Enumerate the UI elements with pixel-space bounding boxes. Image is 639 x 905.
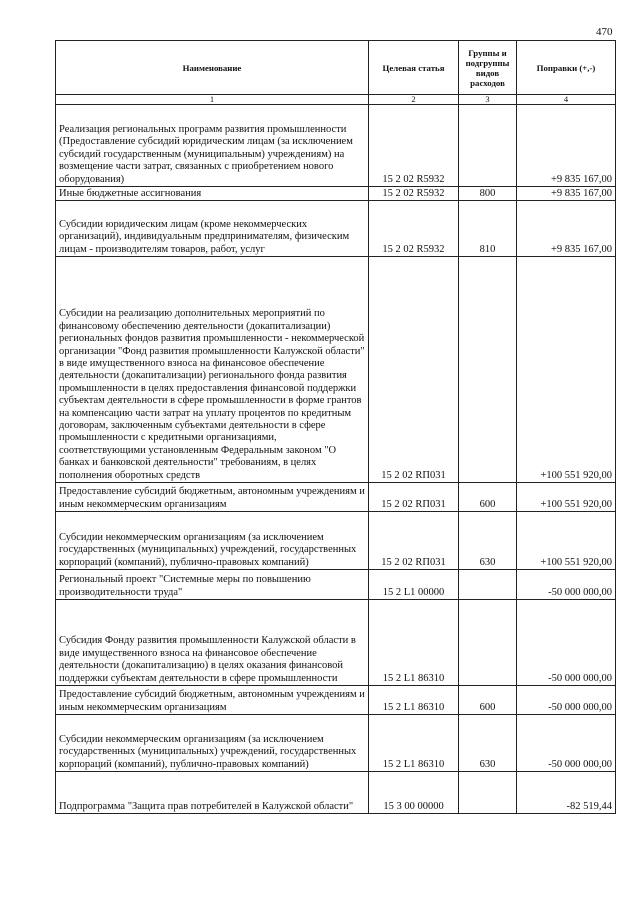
row-amount-cell: -82 519,44 xyxy=(517,772,616,814)
row-amount-cell: -50 000 000,00 xyxy=(517,686,616,715)
row-amount-cell: +9 835 167,00 xyxy=(517,187,616,201)
row-amount-cell: +100 551 920,00 xyxy=(517,512,616,570)
table-row xyxy=(56,772,616,814)
row-name-cell: Субсидии некоммерческим организациям (за исключением государственных (муниципальных) учреждений, государственных корпораций (компаний), публично-правовых компаний) xyxy=(56,715,369,772)
header-code: Целевая статья xyxy=(369,41,459,95)
row-code-cell: 15 2 02 R5932 xyxy=(369,201,459,257)
column-number-row xyxy=(56,95,616,105)
row-group-cell xyxy=(459,772,517,814)
header-amount: Поправки (+,-) xyxy=(517,41,616,95)
row-amount-cell: +9 835 167,00 xyxy=(517,201,616,257)
column-number: 3 xyxy=(459,95,517,105)
row-name-cell: Субсидия Фонду развития промышленности Калужской области в виде имущественного взноса на финансовое обеспечение деятельности (докапитализацию) в целях оказания финансовой поддержки субъектам деятельности в сфере промышленности xyxy=(56,600,369,686)
table-row xyxy=(56,257,616,483)
column-number: 4 xyxy=(517,95,616,105)
table-header-row xyxy=(56,41,616,95)
table-row xyxy=(56,715,616,772)
row-amount-cell: -50 000 000,00 xyxy=(517,715,616,772)
row-group-cell xyxy=(459,105,517,187)
row-amount-cell: +100 551 920,00 xyxy=(517,483,616,512)
table-row xyxy=(56,570,616,600)
row-name-cell: Иные бюджетные ассигнования xyxy=(56,187,369,201)
table-row xyxy=(56,105,616,187)
row-group-cell xyxy=(459,570,517,600)
row-code-cell: 15 2 02 RП031 xyxy=(369,257,459,483)
row-group-cell xyxy=(459,600,517,686)
row-group-cell: 600 xyxy=(459,686,517,715)
row-group-cell: 630 xyxy=(459,715,517,772)
row-name-cell: Субсидии юридическим лицам (кроме некоммерческих организаций), индивидуальным предпринимателям, физическим лицам - производителям товаров, работ, услуг xyxy=(56,201,369,257)
table-row xyxy=(56,512,616,570)
row-amount-cell: +9 835 167,00 xyxy=(517,105,616,187)
row-group-cell xyxy=(459,257,517,483)
row-name-cell: Субсидии некоммерческим организациям (за исключением государственных (муниципальных) учреждений, государственных корпораций (компаний), публично-правовых компаний) xyxy=(56,512,369,570)
row-code-cell: 15 2 02 R5932 xyxy=(369,105,459,187)
row-group-cell: 630 xyxy=(459,512,517,570)
table-row xyxy=(56,201,616,257)
row-code-cell: 15 2 02 RП031 xyxy=(369,512,459,570)
row-code-cell: 15 2 L1 86310 xyxy=(369,715,459,772)
table-row xyxy=(56,686,616,715)
header-name: Наименование xyxy=(56,41,369,95)
row-code-cell: 15 2 L1 86310 xyxy=(369,600,459,686)
page-number: 470 xyxy=(596,26,613,38)
row-group-cell: 800 xyxy=(459,187,517,201)
table-row xyxy=(56,600,616,686)
row-amount-cell: +100 551 920,00 xyxy=(517,257,616,483)
row-name-cell: Предоставление субсидий бюджетным, автономным учреждениям и иным некоммерческим организациям xyxy=(56,686,369,715)
row-code-cell: 15 2 02 RП031 xyxy=(369,483,459,512)
row-code-cell: 15 2 L1 86310 xyxy=(369,686,459,715)
budget-table xyxy=(55,40,616,814)
row-group-cell: 810 xyxy=(459,201,517,257)
row-name-cell: Предоставление субсидий бюджетным, автономным учреждениям и иным некоммерческим организациям xyxy=(56,483,369,512)
column-number: 2 xyxy=(369,95,459,105)
column-number: 1 xyxy=(56,95,369,105)
row-code-cell: 15 3 00 00000 xyxy=(369,772,459,814)
table-row xyxy=(56,483,616,512)
row-name-cell: Подпрограмма "Защита прав потребителей в Калужской области" xyxy=(56,772,369,814)
row-name-cell: Субсидии на реализацию дополнительных мероприятий по финансовому обеспечению деятельности (докапитализации) региональных фондов развития промышленности - некоммерческой организации "Фонд развития промышленности Калужской области" в виде имущественного взноса на финансовое обеспечение деятельности (докапитализации) регионального фонда развития промышленности в целях предоставления финансовой поддержки субъектам деятельности в сфере промышленности в форме грантов на компенсацию части затрат на уплату процентов по кредитным договорам, заключенным субъектами деятельности в сфере промышленности с кредитными организациями, соответствующими установленным Федеральным законом "О банках и банковской деятельности" требованиям, в целях пополнения оборотных средств xyxy=(56,257,369,483)
header-group: Группы и подгруппы видов расходов xyxy=(459,41,517,95)
row-name-cell: Региональный проект "Системные меры по повышению производительности труда" xyxy=(56,570,369,600)
row-amount-cell: -50 000 000,00 xyxy=(517,600,616,686)
table-row xyxy=(56,187,616,201)
row-code-cell: 15 2 L1 00000 xyxy=(369,570,459,600)
row-group-cell: 600 xyxy=(459,483,517,512)
row-name-cell: Реализация региональных программ развития промышленности (Предоставление субсидий юридическим лицам (за исключением субсидий государственным (муниципальным) учреждениям) на возмещение части затрат, связанных с приобретением нового оборудования) xyxy=(56,105,369,187)
row-amount-cell: -50 000 000,00 xyxy=(517,570,616,600)
row-code-cell: 15 2 02 R5932 xyxy=(369,187,459,201)
